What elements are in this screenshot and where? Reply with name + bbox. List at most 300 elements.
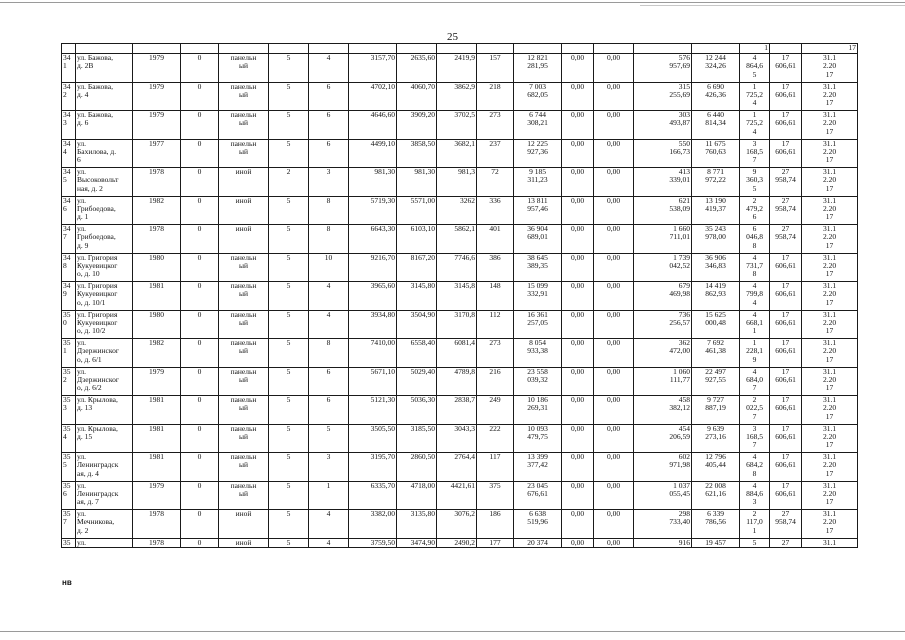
table-cell: 2 117,0 1 <box>740 510 770 539</box>
header-cell <box>309 44 349 54</box>
table-cell: 1978 <box>133 168 181 197</box>
table-cell: 4 <box>309 538 349 547</box>
table-cell: 736 256,57 <box>634 310 692 339</box>
table-cell: 1 <box>309 481 349 510</box>
table-cell: 12 225 927,36 <box>514 139 562 168</box>
table-cell: 3170,8 <box>437 310 477 339</box>
table-cell: 4646,60 <box>349 111 397 140</box>
table-cell: 3909,20 <box>397 111 437 140</box>
table-cell: 13 811 957,46 <box>514 196 562 225</box>
table-cell: 31.1 2.20 17 <box>802 453 858 482</box>
table-cell: 576 957,69 <box>634 54 692 83</box>
table-cell: 3934,80 <box>349 310 397 339</box>
table-cell: ул. Грибоедова, д. 9 <box>76 225 133 254</box>
table-cell: 0,00 <box>562 453 594 482</box>
table-cell: ул. Бахилова, д. 6 <box>76 139 133 168</box>
table-cell: 1982 <box>133 339 181 368</box>
table-cell: ул. Бажова, д. 2В <box>76 54 133 83</box>
table-cell: 34 3 <box>62 111 76 140</box>
table-cell: 12 244 324,26 <box>692 54 740 83</box>
table-cell: 222 <box>477 424 514 453</box>
table-cell: 4 684,2 8 <box>740 453 770 482</box>
table-cell: 3862,9 <box>437 82 477 111</box>
table-cell: 6 <box>309 139 349 168</box>
table-cell: 273 <box>477 111 514 140</box>
table-row <box>62 111 858 140</box>
table-cell: 27 958,74 <box>770 225 802 254</box>
table-row <box>62 196 858 225</box>
table-cell: 2838,7 <box>437 396 477 425</box>
table-cell: 3043,3 <box>437 424 477 453</box>
table-cell: ул. Мечникова, д. 2 <box>76 510 133 539</box>
table-cell: 0,00 <box>594 510 634 539</box>
table-cell: 1 660 711,01 <box>634 225 692 254</box>
header-cell: 1 <box>740 44 770 54</box>
table-cell: 35 3 <box>62 396 76 425</box>
table-cell: 3702,5 <box>437 111 477 140</box>
housing-register-table <box>61 43 858 548</box>
table-cell: 11 675 760,63 <box>692 139 740 168</box>
table-cell: 1980 <box>133 310 181 339</box>
table-cell: ул. Высоковольт ная, д. 2 <box>76 168 133 197</box>
table-cell: 413 339,01 <box>634 168 692 197</box>
table-cell: 0 <box>181 481 219 510</box>
header-cell <box>770 44 802 54</box>
scan-edge-bottom <box>0 631 905 632</box>
table-cell: 216 <box>477 367 514 396</box>
table-cell: 5 <box>269 310 309 339</box>
table-cell: 602 971,98 <box>634 453 692 482</box>
table-cell: 17 606,61 <box>770 253 802 282</box>
table-cell: 1981 <box>133 282 181 311</box>
table-cell: 0 <box>181 82 219 111</box>
table-row <box>62 139 858 168</box>
table-cell: 6 <box>309 367 349 396</box>
table-cell: 4 864,6 5 <box>740 54 770 83</box>
table-cell: 5 <box>740 538 770 547</box>
table-cell: 3 168,5 7 <box>740 139 770 168</box>
table-cell: 6558,40 <box>397 339 437 368</box>
table-cell: 5 <box>269 82 309 111</box>
table-cell: 6 <box>309 111 349 140</box>
table-cell: 0 <box>181 196 219 225</box>
header-cell <box>692 44 740 54</box>
table-cell: 4 884,6 3 <box>740 481 770 510</box>
table-cell: 35 4 <box>62 424 76 453</box>
table-cell: 1978 <box>133 510 181 539</box>
table-cell: 4718,00 <box>397 481 437 510</box>
table-cell: 249 <box>477 396 514 425</box>
table-cell: иной <box>219 225 269 254</box>
table-cell: 0,00 <box>562 196 594 225</box>
table-cell: 6 <box>309 396 349 425</box>
table-cell: 117 <box>477 453 514 482</box>
table-cell: 386 <box>477 253 514 282</box>
table-cell: 38 645 389,35 <box>514 253 562 282</box>
table-row <box>62 424 858 453</box>
table-cell: 31.1 2.20 17 <box>802 481 858 510</box>
table-cell: 31.1 2.20 17 <box>802 424 858 453</box>
table-cell: 1979 <box>133 481 181 510</box>
table-cell: 7746,6 <box>437 253 477 282</box>
table-cell: 298 733,40 <box>634 510 692 539</box>
table-cell: 8 <box>309 225 349 254</box>
table-cell: 3135,80 <box>397 510 437 539</box>
table-cell: 9216,70 <box>349 253 397 282</box>
table-cell: 157 <box>477 54 514 83</box>
table-cell: 981,3 <box>437 168 477 197</box>
table-cell: 1978 <box>133 225 181 254</box>
table-cell: 315 255,69 <box>634 82 692 111</box>
table-cell: 6 690 426,36 <box>692 82 740 111</box>
table-cell: 4 <box>309 54 349 83</box>
table-row <box>62 510 858 539</box>
table-row <box>62 168 858 197</box>
header-cell <box>76 44 133 54</box>
table-cell: 0,00 <box>594 538 634 547</box>
table-cell: 218 <box>477 82 514 111</box>
table-cell: 0,00 <box>594 168 634 197</box>
table-cell: 7 692 461,38 <box>692 339 740 368</box>
table-cell: 2764,4 <box>437 453 477 482</box>
table-cell: 12 821 281,95 <box>514 54 562 83</box>
table-cell: 36 904 689,01 <box>514 225 562 254</box>
table-cell: 5 <box>269 424 309 453</box>
table-cell: 17 606,61 <box>770 424 802 453</box>
table-cell: 0,00 <box>594 196 634 225</box>
table-cell: панельн ый <box>219 54 269 83</box>
table-cell: 6 046,8 8 <box>740 225 770 254</box>
table-cell: 2860,50 <box>397 453 437 482</box>
table-cell: 10 <box>309 253 349 282</box>
table-cell: 5 <box>269 111 309 140</box>
table-cell: 3262 <box>437 196 477 225</box>
table-cell: 15 625 000,48 <box>692 310 740 339</box>
table-cell: 22 008 621,16 <box>692 481 740 510</box>
table-cell: 5671,10 <box>349 367 397 396</box>
table-cell: 27 958,74 <box>770 168 802 197</box>
table-cell: 27 <box>770 538 802 547</box>
table-cell: 1977 <box>133 139 181 168</box>
table-cell: 17 606,61 <box>770 139 802 168</box>
table-cell: 4 799,8 4 <box>740 282 770 311</box>
table-cell: 27 958,74 <box>770 196 802 225</box>
table-cell: 148 <box>477 282 514 311</box>
table-cell: 8 <box>309 196 349 225</box>
table-cell: 6 744 308,21 <box>514 111 562 140</box>
table-cell: ул. Дзержинског о, д. 6/1 <box>76 339 133 368</box>
table-cell: 34 5 <box>62 168 76 197</box>
table-cell: 31.1 2.20 17 <box>802 282 858 311</box>
table-cell: 0,00 <box>562 538 594 547</box>
table-cell: 6 <box>309 82 349 111</box>
header-cell <box>269 44 309 54</box>
table-cell: 0 <box>181 538 219 547</box>
table-cell: 35 6 <box>62 481 76 510</box>
table-cell: 17 606,61 <box>770 310 802 339</box>
table-cell: 0,00 <box>562 82 594 111</box>
table-cell: 19 457 <box>692 538 740 547</box>
table-row <box>62 481 858 510</box>
table-cell: 0,00 <box>562 54 594 83</box>
table-cell: 0,00 <box>562 139 594 168</box>
table-cell: 2490,2 <box>437 538 477 547</box>
table-cell: панельн ый <box>219 396 269 425</box>
table-cell: 5 <box>269 367 309 396</box>
table-cell: 0,00 <box>594 367 634 396</box>
table-cell: 0,00 <box>562 111 594 140</box>
table-cell: 27 958,74 <box>770 510 802 539</box>
table-cell: 0,00 <box>562 225 594 254</box>
table-cell: 981,30 <box>349 168 397 197</box>
table-cell: 3 <box>309 168 349 197</box>
table-cell: 0,00 <box>594 424 634 453</box>
table-cell: 6103,10 <box>397 225 437 254</box>
table-cell: 31.1 2.20 17 <box>802 82 858 111</box>
table-cell: 916 <box>634 538 692 547</box>
table-cell: 4499,10 <box>349 139 397 168</box>
table-cell: 1 037 055,45 <box>634 481 692 510</box>
table-cell: ул. Грибоедова, д. 1 <box>76 196 133 225</box>
table-cell: 0,00 <box>562 510 594 539</box>
table-cell: 0,00 <box>562 481 594 510</box>
table-cell: 35 <box>62 538 76 547</box>
table-row <box>62 282 858 311</box>
table-cell: 35 1 <box>62 339 76 368</box>
table-cell: 1981 <box>133 453 181 482</box>
table-cell: 23 045 676,61 <box>514 481 562 510</box>
table-cell: 3965,60 <box>349 282 397 311</box>
table-cell: 0,00 <box>562 424 594 453</box>
table-cell: 5571,00 <box>397 196 437 225</box>
table-cell: 8 771 972,22 <box>692 168 740 197</box>
table-cell: 5719,30 <box>349 196 397 225</box>
header-cell <box>634 44 692 54</box>
table-cell: ул. Григория Кукуевицког о, д. 10/1 <box>76 282 133 311</box>
table-cell: 0 <box>181 310 219 339</box>
table-cell: ул. Бажова, д. 6 <box>76 111 133 140</box>
page-number: 25 <box>447 31 458 43</box>
table-cell: 0,00 <box>594 282 634 311</box>
table-cell: 5 <box>269 339 309 368</box>
table-cell: 8 <box>309 339 349 368</box>
table-cell: 5 <box>269 54 309 83</box>
header-cell <box>219 44 269 54</box>
table-cell: 1979 <box>133 54 181 83</box>
table-cell: 5 <box>269 282 309 311</box>
table-cell: 10 093 479,75 <box>514 424 562 453</box>
table-cell: 5 <box>269 253 309 282</box>
table-cell: 34 6 <box>62 196 76 225</box>
table-cell: 458 382,12 <box>634 396 692 425</box>
table-cell: панельн ый <box>219 453 269 482</box>
table-cell: 9 185 311,23 <box>514 168 562 197</box>
header-cell <box>437 44 477 54</box>
table-cell: 550 166,73 <box>634 139 692 168</box>
table-cell: 0 <box>181 424 219 453</box>
table-cell: 35 243 978,00 <box>692 225 740 254</box>
table-cell: 72 <box>477 168 514 197</box>
table-cell: 0,00 <box>562 253 594 282</box>
table-cell: 3682,1 <box>437 139 477 168</box>
table-cell: 303 493,87 <box>634 111 692 140</box>
table-cell: 0,00 <box>594 481 634 510</box>
table-cell: 4 <box>309 310 349 339</box>
table-cell: 36 906 346,83 <box>692 253 740 282</box>
table-cell: 177 <box>477 538 514 547</box>
table-cell: 17 606,61 <box>770 54 802 83</box>
table-cell: 31.1 2.20 17 <box>802 139 858 168</box>
table-cell: 2 022,5 7 <box>740 396 770 425</box>
table-cell: 4 <box>309 510 349 539</box>
table-cell: 6 638 519,96 <box>514 510 562 539</box>
header-cell <box>181 44 219 54</box>
table-cell: 0,00 <box>594 253 634 282</box>
table-cell: 13 190 419,37 <box>692 196 740 225</box>
table-cell: 22 497 927,55 <box>692 367 740 396</box>
table-cell: панельн ый <box>219 481 269 510</box>
table-cell: 1 725,2 4 <box>740 111 770 140</box>
table-cell: ул. Крылова, д. 13 <box>76 396 133 425</box>
table-cell: 5 <box>269 481 309 510</box>
table-cell: 4702,10 <box>349 82 397 111</box>
table-cell: 5 <box>269 225 309 254</box>
table-cell: 7410,00 <box>349 339 397 368</box>
table-cell: 0,00 <box>562 282 594 311</box>
table-cell: 0,00 <box>594 139 634 168</box>
table-cell: 16 361 257,05 <box>514 310 562 339</box>
table-cell: панельн ый <box>219 310 269 339</box>
table-cell: 5 <box>269 510 309 539</box>
table-cell: 20 374 <box>514 538 562 547</box>
table-cell: панельн ый <box>219 253 269 282</box>
table-cell: ул. Ленинградск ая, д. 7 <box>76 481 133 510</box>
table-cell: 31.1 2.20 17 <box>802 367 858 396</box>
table-cell: 8 054 933,38 <box>514 339 562 368</box>
table-cell: 0,00 <box>562 310 594 339</box>
table-cell: 13 399 377,42 <box>514 453 562 482</box>
table-cell: 3 168,5 7 <box>740 424 770 453</box>
table-cell: 4421,61 <box>437 481 477 510</box>
table-cell: 31.1 2.20 17 <box>802 339 858 368</box>
header-cell <box>514 44 562 54</box>
table-cell: панельн ый <box>219 367 269 396</box>
table-cell: 5036,30 <box>397 396 437 425</box>
table-cell: 3504,90 <box>397 310 437 339</box>
table-cell: 0 <box>181 168 219 197</box>
header-row <box>62 44 858 54</box>
table-cell: 3076,2 <box>437 510 477 539</box>
table-row <box>62 339 858 368</box>
table-cell: 1982 <box>133 196 181 225</box>
table-cell: 17 606,61 <box>770 339 802 368</box>
table-cell: 2419,9 <box>437 54 477 83</box>
table-cell: 34 4 <box>62 139 76 168</box>
table-cell: 10 186 269,31 <box>514 396 562 425</box>
table-cell: 14 419 862,93 <box>692 282 740 311</box>
table-cell: 336 <box>477 196 514 225</box>
table-row <box>62 82 858 111</box>
table-cell: 31.1 2.20 17 <box>802 310 858 339</box>
table-row <box>62 538 858 547</box>
table-cell: 0 <box>181 396 219 425</box>
table-cell: 1979 <box>133 367 181 396</box>
table-cell: 375 <box>477 481 514 510</box>
table-cell: 621 538,09 <box>634 196 692 225</box>
table-cell: 17 606,61 <box>770 481 802 510</box>
table-cell: 454 206,59 <box>634 424 692 453</box>
table-row <box>62 453 858 482</box>
table-cell: 3195,70 <box>349 453 397 482</box>
table-cell: 5121,30 <box>349 396 397 425</box>
table-row <box>62 396 858 425</box>
table-cell: ул. Бажова, д. 4 <box>76 82 133 111</box>
table-cell: 1981 <box>133 396 181 425</box>
table-cell: 3185,50 <box>397 424 437 453</box>
table-cell: 31.1 2.20 17 <box>802 111 858 140</box>
table-cell: 31.1 <box>802 538 858 547</box>
header-cell <box>349 44 397 54</box>
table-cell: 0,00 <box>562 396 594 425</box>
table-cell: 5 <box>309 424 349 453</box>
table-cell: 3858,50 <box>397 139 437 168</box>
table-cell: 112 <box>477 310 514 339</box>
table-cell: 1978 <box>133 538 181 547</box>
table-cell: 0 <box>181 367 219 396</box>
header-cell: 17 <box>802 44 858 54</box>
table-cell: 3382,00 <box>349 510 397 539</box>
table-cell: 3759,50 <box>349 538 397 547</box>
table-cell: 0,00 <box>594 453 634 482</box>
table-cell: 0,00 <box>562 168 594 197</box>
table-cell: 401 <box>477 225 514 254</box>
table-cell: 3157,70 <box>349 54 397 83</box>
scan-edge-top-secondary <box>640 5 905 6</box>
table-cell: 4 684,0 7 <box>740 367 770 396</box>
table-cell: панельн ый <box>219 139 269 168</box>
table-cell: 3505,50 <box>349 424 397 453</box>
table-cell: 4 731,7 8 <box>740 253 770 282</box>
table-cell: 3474,90 <box>397 538 437 547</box>
table-cell: 1979 <box>133 82 181 111</box>
table-cell: 2 479,2 6 <box>740 196 770 225</box>
table-cell: 0 <box>181 282 219 311</box>
table-cell: 0,00 <box>562 367 594 396</box>
table-cell: 5 <box>269 396 309 425</box>
table-cell: ул. Крылова, д. 15 <box>76 424 133 453</box>
table-cell: 3145,80 <box>397 282 437 311</box>
table-cell: 31.1 2.20 17 <box>802 196 858 225</box>
table-cell: 4 668,1 1 <box>740 310 770 339</box>
table-cell: 0 <box>181 510 219 539</box>
table-cell: панельн ый <box>219 339 269 368</box>
table-cell: 31.1 2.20 17 <box>802 225 858 254</box>
table-cell: ул. Григория Кукуевицког о, д. 10/2 <box>76 310 133 339</box>
table-cell: 237 <box>477 139 514 168</box>
table-cell: 981,30 <box>397 168 437 197</box>
table-cell: 1 725,2 4 <box>740 82 770 111</box>
table-cell: панельн ый <box>219 111 269 140</box>
table-cell: ул. Григория Кукуевицког о, д. 10 <box>76 253 133 282</box>
table-cell: 3 <box>309 453 349 482</box>
table-cell: 12 796 405,44 <box>692 453 740 482</box>
table-cell: 9 727 887,19 <box>692 396 740 425</box>
table-cell: 1979 <box>133 111 181 140</box>
table-cell: 31.1 2.20 17 <box>802 54 858 83</box>
table-cell: 5 <box>269 453 309 482</box>
header-cell <box>477 44 514 54</box>
table-cell: 8167,20 <box>397 253 437 282</box>
